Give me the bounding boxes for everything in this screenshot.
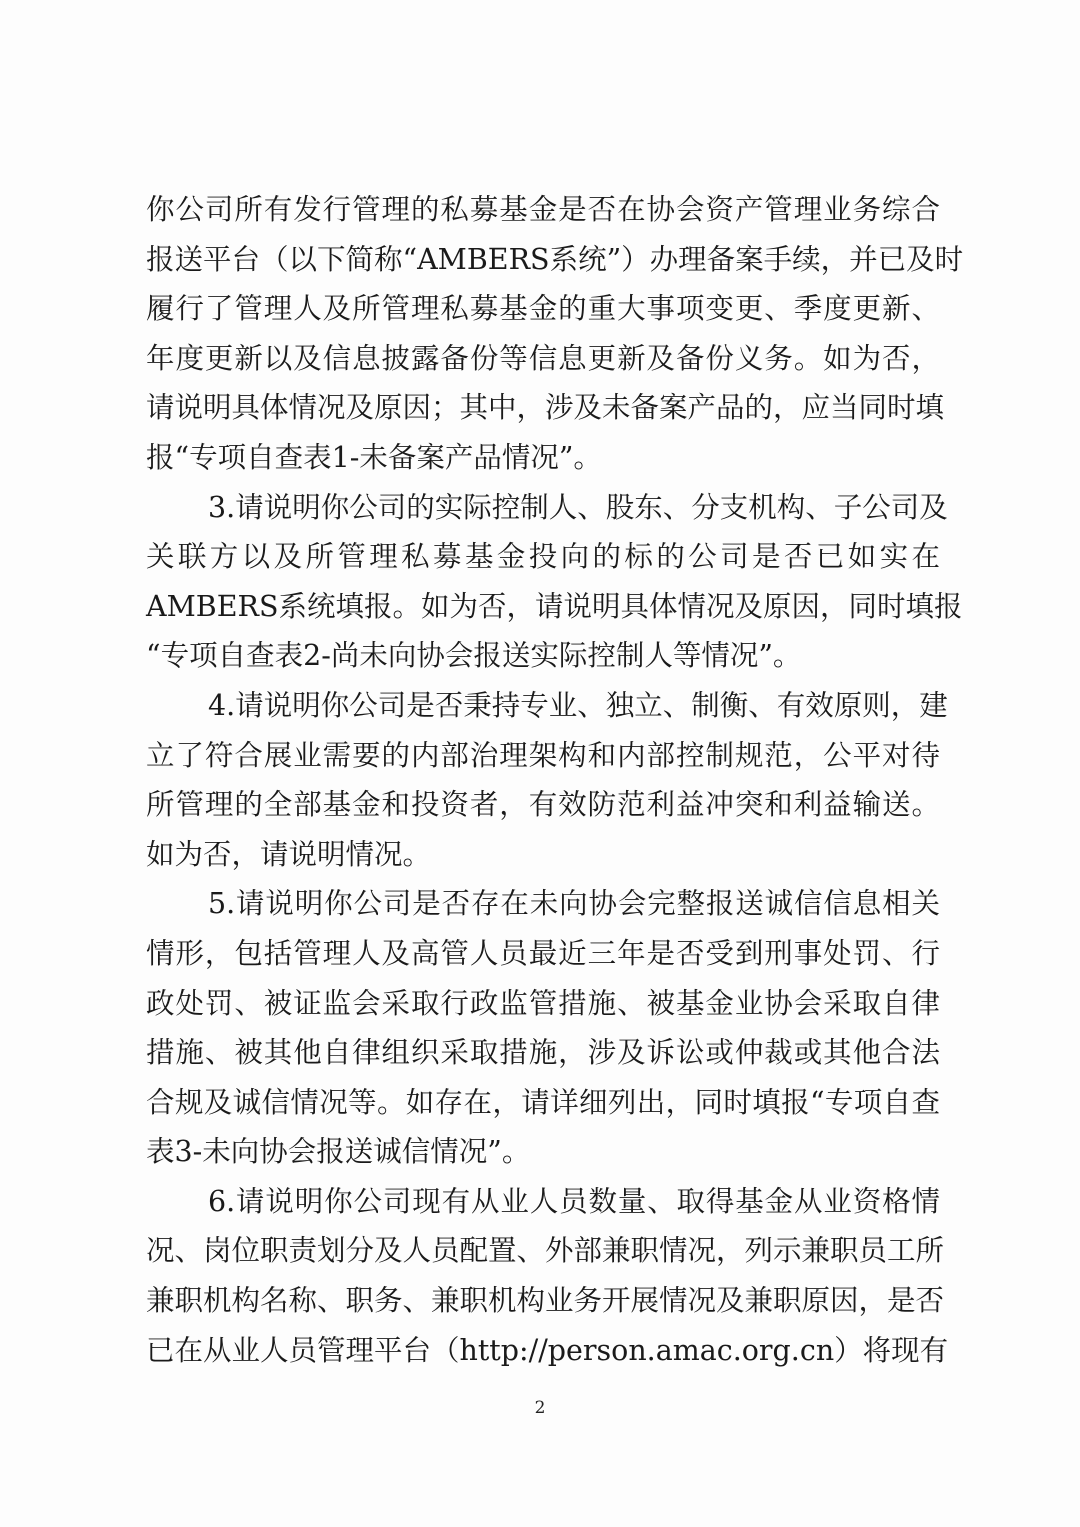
text-line: 年度更新以及信息披露备份等信息更新及备份义务。如为否， [146, 341, 940, 375]
text-line: AMBERS系统填报。如为否，请说明具体情况及原因，同时填报 [146, 589, 963, 623]
text-line: 合规及诚信情况等。如存在，请详细列出，同时填报“专项自查 [146, 1085, 940, 1119]
text-line: 报“专项自查表1-未备案产品情况”。 [146, 440, 602, 474]
text-line: 关联方以及所管理私募基金投向的标的公司是否已如实在 [146, 540, 940, 574]
text-line: 政处罚、被证监会采取行政监管措施、被基金业协会采取自律 [146, 986, 940, 1020]
text-line: “专项自查表2-尚未向协会报送实际控制人等情况”。 [146, 639, 802, 673]
text-line: 已在从业人员管理平台（http://person.amac.org.cn）将现有 [146, 1333, 949, 1367]
text-line: 况、岗位职责划分及人员配置、外部兼职情况，列示兼职员工所 [146, 1234, 945, 1268]
text-line: 表3-未向协会报送诚信情况”。 [146, 1135, 531, 1169]
text-line: 请说明具体情况及原因；其中，涉及未备案产品的，应当同时填 [146, 391, 945, 425]
document-body [146, 185, 964, 1375]
page-number: 2 [534, 1398, 546, 1418]
text-line: 3.请说明你公司的实际控制人、股东、分支机构、子公司及 [208, 490, 948, 524]
text-line: 报送平台（以下简称“AMBERS系统”）办理备案手续，并已及时 [146, 242, 964, 276]
text-line: 情形，包括管理人及高管人员最近三年是否受到刑事处罚、行 [146, 936, 940, 970]
text-line: 你公司所有发行管理的私募基金是否在协会资产管理业务综合 [146, 193, 940, 226]
text-line: 如为否，请说明情况。 [146, 837, 432, 871]
text-line: 6.请说明你公司现有从业人员数量、取得基金从业资格情 [208, 1184, 940, 1218]
text-line: 履行了管理人及所管理私募基金的重大事项变更、季度更新、 [146, 292, 940, 326]
text-line: 立了符合展业需要的内部治理架构和内部控制规范，公平对待 [146, 738, 940, 772]
text-line: 所管理的全部基金和投资者，有效防范利益冲突和利益输送。 [146, 788, 940, 822]
text-line: 兼职机构名称、职务、兼职机构业务开展情况及兼职原因，是否 [146, 1284, 945, 1318]
text-line: 4.请说明你公司是否秉持专业、独立、制衡、有效原则，建 [208, 688, 948, 722]
text-line: 措施、被其他自律组织采取措施，涉及诉讼或仲裁或其他合法 [146, 1036, 940, 1070]
text-line: 5.请说明你公司是否存在未向协会完整报送诚信信息相关 [208, 887, 940, 921]
